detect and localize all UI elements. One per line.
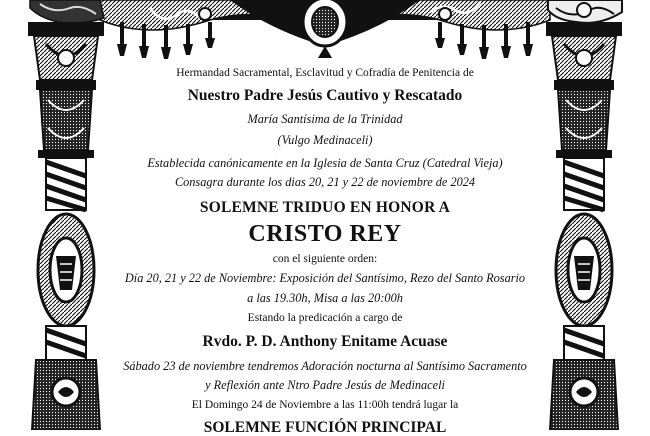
- order-intro-line: con el siguiente orden:: [272, 252, 378, 265]
- preaching-line: Estando la predicación a cargo de: [247, 311, 403, 324]
- left-angel-figure: [30, 0, 104, 23]
- subtitle-line-1: María Santísima de la Trinidad: [247, 112, 403, 126]
- schedule-line-2: a las 19.30h, Misa a las 20:00h: [247, 291, 403, 306]
- subtitle-line-2: (Vulgo Medinaceli): [277, 133, 373, 148]
- announcement-text: [118, 64, 532, 435]
- right-column: [546, 22, 622, 430]
- right-angel-figure: [548, 0, 622, 23]
- preacher-name: Rvdo. P. D. Anthony Enitame Acuase: [202, 333, 448, 351]
- cristo-rey-heading: CRISTO REY: [248, 220, 402, 247]
- left-column: [28, 22, 104, 430]
- adoration-line-2: y Reflexión ante Ntro Padre Jesús de Medinaceli: [205, 378, 445, 393]
- established-line: Establecida canónicamente en la Iglesia de Santa Cruz (Catedral Vieja): [147, 155, 503, 170]
- brotherhood-line: Hermandad Sacramental, Esclavitud y Cofradía de Penitencia de: [176, 67, 474, 79]
- adoration-line-1: Sábado 23 de noviembre tendremos Adoración nocturna al Santísimo Sacramento: [123, 358, 527, 373]
- sunday-line: El Domingo 24 de Noviembre a las 11:00h tendrá lugar la: [191, 399, 459, 412]
- title-line: Nuestro Padre Jesús Cautivo y Rescatado: [187, 86, 463, 104]
- funcion-heading: SOLEMNE FUNCIÓN PRINCIPAL: [203, 418, 447, 436]
- triduo-heading: SOLEMNE TRIDUO EN HONOR A: [199, 199, 451, 217]
- consecrates-line: Consagra durante los dias 20, 21 y 22 de noviembre de 2024: [174, 174, 476, 189]
- schedule-line-1: Día 20, 21 y 22 de Noviembre: Exposición del Santísimo, Rezo del Santo Rosario: [124, 271, 526, 286]
